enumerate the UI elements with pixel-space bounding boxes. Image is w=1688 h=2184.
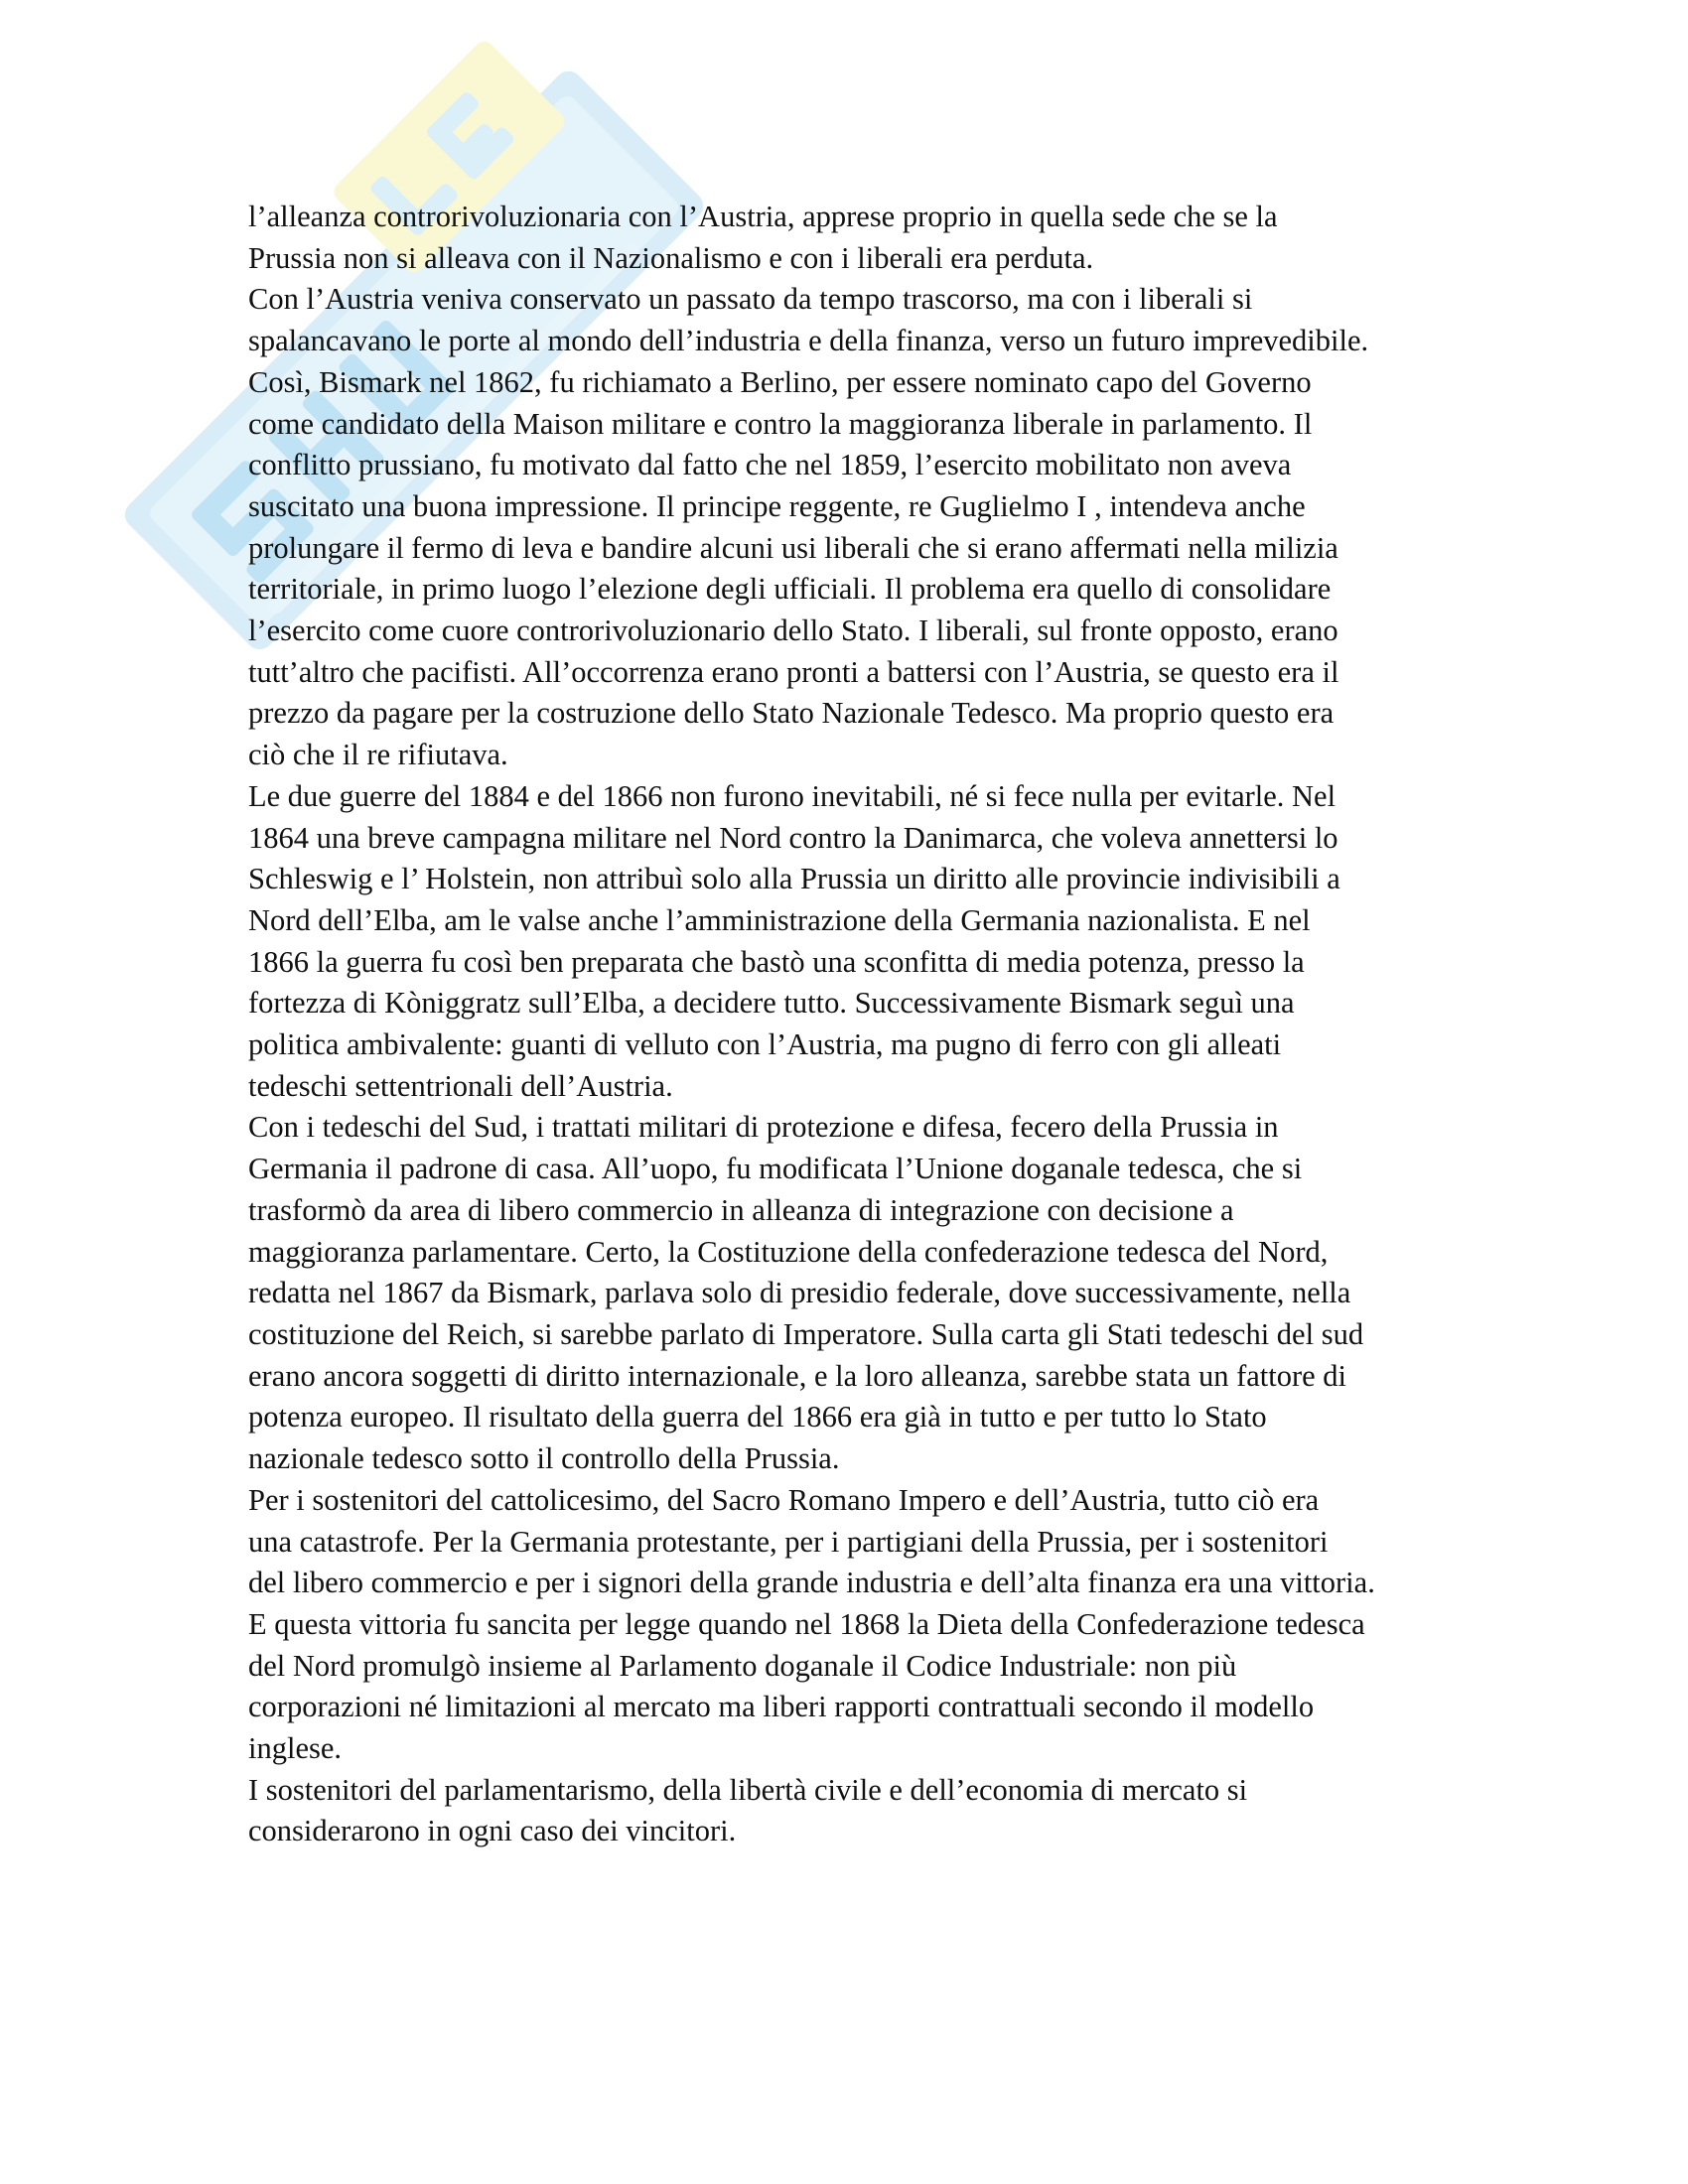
text-line: inglese. bbox=[248, 1731, 343, 1766]
text-line: Prussia non si alleava con il Nazionalismo e con i liberali era perduta. bbox=[248, 240, 1094, 275]
text-line: I sostenitori del parlamentarismo, della libertà civile e dell’economia di mercato si bbox=[248, 1772, 1248, 1807]
text-line: trasformò da area di libero commercio in alleanza di integrazione con decisione a bbox=[248, 1192, 1234, 1227]
text-line: Così, Bismark nel 1862, fu richiamato a Berlino, per essere nominato capo del Governo bbox=[248, 364, 1312, 399]
body-text bbox=[248, 197, 1445, 1852]
text-line: potenza europeo. Il risultato della guerra del 1866 era già in tutto e per tutto lo Stato bbox=[248, 1400, 1267, 1434]
text-line: Germania il padrone di casa. All’uopo, fu modificata l’Unione doganale tedesca, che si bbox=[248, 1152, 1303, 1186]
text-line: Le due guerre del 1884 e del 1866 non furono inevitabili, né si fece nulla per evitarle. Nel bbox=[248, 778, 1336, 813]
text-line: tutt’altro che pacifisti. All’occorrenza erano pronti a battersi con l’Austria, se questo era il bbox=[248, 654, 1339, 689]
text-line: redatta nel 1867 da Bismark, parlava solo di presidio federale, dove successivamente, nella bbox=[248, 1276, 1351, 1310]
text-line: conflitto prussiano, fu motivato dal fatto che nel 1859, l’esercito mobilitato non aveva bbox=[248, 448, 1292, 482]
text-line: prezzo da pagare per la costruzione dello Stato Nazionale Tedesco. Ma proprio questo era bbox=[248, 696, 1335, 731]
text-line: Schleswig e l’ Holstein, non attribuì solo alla Prussia un diritto alle provincie indivisibili a bbox=[248, 862, 1340, 896]
text-line: del Nord promulgò insieme al Parlamento doganale il Codice Industriale: non più bbox=[248, 1648, 1237, 1683]
text-line: territoriale, in primo luogo l’elezione degli ufficiali. Il problema era quello di consolidare bbox=[248, 572, 1332, 607]
text-line: fortezza di Kòniggratz sull’Elba, a decidere tutto. Successivamente Bismark seguì una bbox=[248, 986, 1295, 1021]
text-line: erano ancora soggetti di diritto internazionale, e la loro alleanza, sarebbe stata un fattore di bbox=[248, 1358, 1346, 1393]
text-line: maggioranza parlamentare. Certo, la Costituzione della confederazione tedesca del Nord, bbox=[248, 1234, 1329, 1269]
text-line: E questa vittoria fu sancita per legge quando nel 1868 la Dieta della Confederazione tedesca bbox=[248, 1606, 1365, 1641]
text-line: ciò che il re rifiutava. bbox=[248, 738, 508, 772]
text-line: prolungare il fermo di leva e bandire alcuni usi liberali che si erano affermati nella milizia bbox=[248, 530, 1338, 565]
text-line: costituzione del Reich, si sarebbe parlato di Imperatore. Sulla carta gli Stati tedeschi del sud bbox=[248, 1316, 1364, 1351]
text-line: considerarono in ogni caso dei vincitori. bbox=[248, 1814, 737, 1848]
text-line: una catastrofe. Per la Germania protestante, per i partigiani della Prussia, per i sostenitori bbox=[248, 1524, 1329, 1559]
text-line: Con l’Austria veniva conservato un passato da tempo trascorso, ma con i liberali si bbox=[248, 282, 1253, 317]
text-line: del libero commercio e per i signori della grande industria e dell’alta finanza era una vittoria. bbox=[248, 1566, 1375, 1600]
text-line: 1864 una breve campagna militare nel Nord contro la Danimarca, che voleva annettersi lo bbox=[248, 820, 1338, 855]
text-line: tedeschi settentrionali dell’Austria. bbox=[248, 1068, 673, 1103]
text-line: come candidato della Maison militare e contro la maggioranza liberale in parlamento. Il bbox=[248, 406, 1313, 441]
text-line: nazionale tedesco sotto il controllo della Prussia. bbox=[248, 1441, 840, 1476]
text-line: Nord dell’Elba, am le valse anche l’amministrazione della Germania nazionalista. E nel bbox=[248, 902, 1311, 937]
text-line: spalancavano le porte al mondo dell’industria e della finanza, verso un futuro imprevedibile. bbox=[248, 324, 1369, 358]
text-line: l’alleanza controrivoluzionaria con l’Austria, apprese proprio in quella sede che se la bbox=[248, 200, 1278, 233]
text-line: corporazioni né limitazioni al mercato ma liberi rapporti contrattuali secondo il modello bbox=[248, 1690, 1315, 1724]
text-line: Con i tedeschi del Sud, i trattati militari di protezione e difesa, fecero della Prussia in bbox=[248, 1110, 1279, 1145]
text-line: suscitato una buona impressione. Il principe reggente, re Guglielmo I , intendeva anche bbox=[248, 488, 1306, 523]
text-line: l’esercito come cuore controrivoluzionario dello Stato. I liberali, sul fronte opposto, erano bbox=[248, 614, 1338, 648]
text-line: 1866 la guerra fu così ben preparata che bastò una sconfitta di media potenza, presso la bbox=[248, 944, 1305, 979]
text-line: politica ambivalente: guanti di velluto con l’Austria, ma pugno di ferro con gli alleati bbox=[248, 1027, 1282, 1062]
text-line: Per i sostenitori del cattolicesimo, del Sacro Romano Impero e dell’Austria, tutto ciò era bbox=[248, 1482, 1320, 1517]
